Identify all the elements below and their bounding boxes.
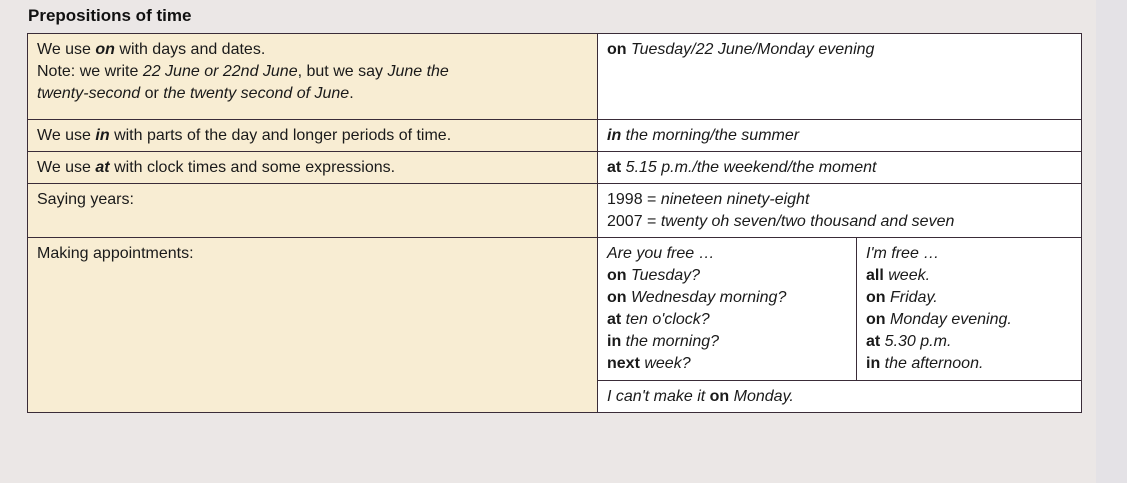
page-title: Prepositions of time (28, 6, 192, 25)
rule-cell-on (28, 34, 598, 120)
ask-column (598, 238, 857, 380)
reply-line: in the afternoon. (866, 355, 984, 372)
year-2007: 2007 = twenty oh seven/two thousand and seven (607, 213, 955, 230)
reply-line: on Friday. (866, 289, 938, 306)
example-cell-appointments (598, 238, 1082, 381)
year-1998: 1998 = nineteen ninety-eight (607, 191, 810, 208)
appointments-split (598, 238, 1081, 380)
example-text: on Tuesday/22 June/Monday evening (607, 41, 875, 58)
prepositions-table (27, 33, 1082, 413)
reply-line: on Monday evening. (866, 311, 1012, 328)
rule-text: We use at with clock times and some expressions. (37, 159, 396, 176)
reply-heading: I'm free … (866, 245, 940, 262)
example-text: at 5.15 p.m./the weekend/the moment (607, 159, 877, 176)
row-on (28, 34, 1082, 120)
ask-line: on Wednesday morning? (607, 289, 787, 306)
page-edge (1096, 0, 1127, 483)
rule-text: We use on with days and dates. (37, 41, 266, 58)
rule-cell-in (28, 120, 598, 152)
ask-line: next week? (607, 355, 691, 372)
reply-line: at 5.30 p.m. (866, 333, 952, 350)
cant-make-it-cell (598, 381, 1082, 413)
row-at (28, 152, 1082, 184)
example-cell-at (598, 152, 1082, 184)
label-cell-years (28, 184, 598, 238)
row-in (28, 120, 1082, 152)
example-text: in the morning/the summer (607, 127, 800, 144)
row-years (28, 184, 1082, 238)
example-cell-on (598, 34, 1082, 120)
rule-text: We use in with parts of the day and longer periods of time. (37, 127, 452, 144)
reply-line: all week. (866, 267, 931, 284)
note-text-cont: twenty-second or the twenty second of June. (37, 85, 354, 102)
label-cell-appointments (28, 238, 598, 413)
ask-heading: Are you free … (607, 245, 715, 262)
example-cell-years (598, 184, 1082, 238)
ask-line: in the morning? (607, 333, 720, 350)
years-label: Saying years: (37, 191, 134, 208)
cant-make-it-text: I can't make it on Monday. (607, 388, 794, 405)
appointments-label: Making appointments: (37, 245, 194, 262)
note-text: Note: we write 22 June or 22nd June, but we say June the (37, 63, 449, 80)
example-cell-in (598, 120, 1082, 152)
rule-cell-at (28, 152, 598, 184)
row-appointments (28, 238, 1082, 381)
ask-line: on Tuesday? (607, 267, 701, 284)
ask-line: at ten o'clock? (607, 311, 710, 328)
reply-column (857, 238, 1081, 380)
